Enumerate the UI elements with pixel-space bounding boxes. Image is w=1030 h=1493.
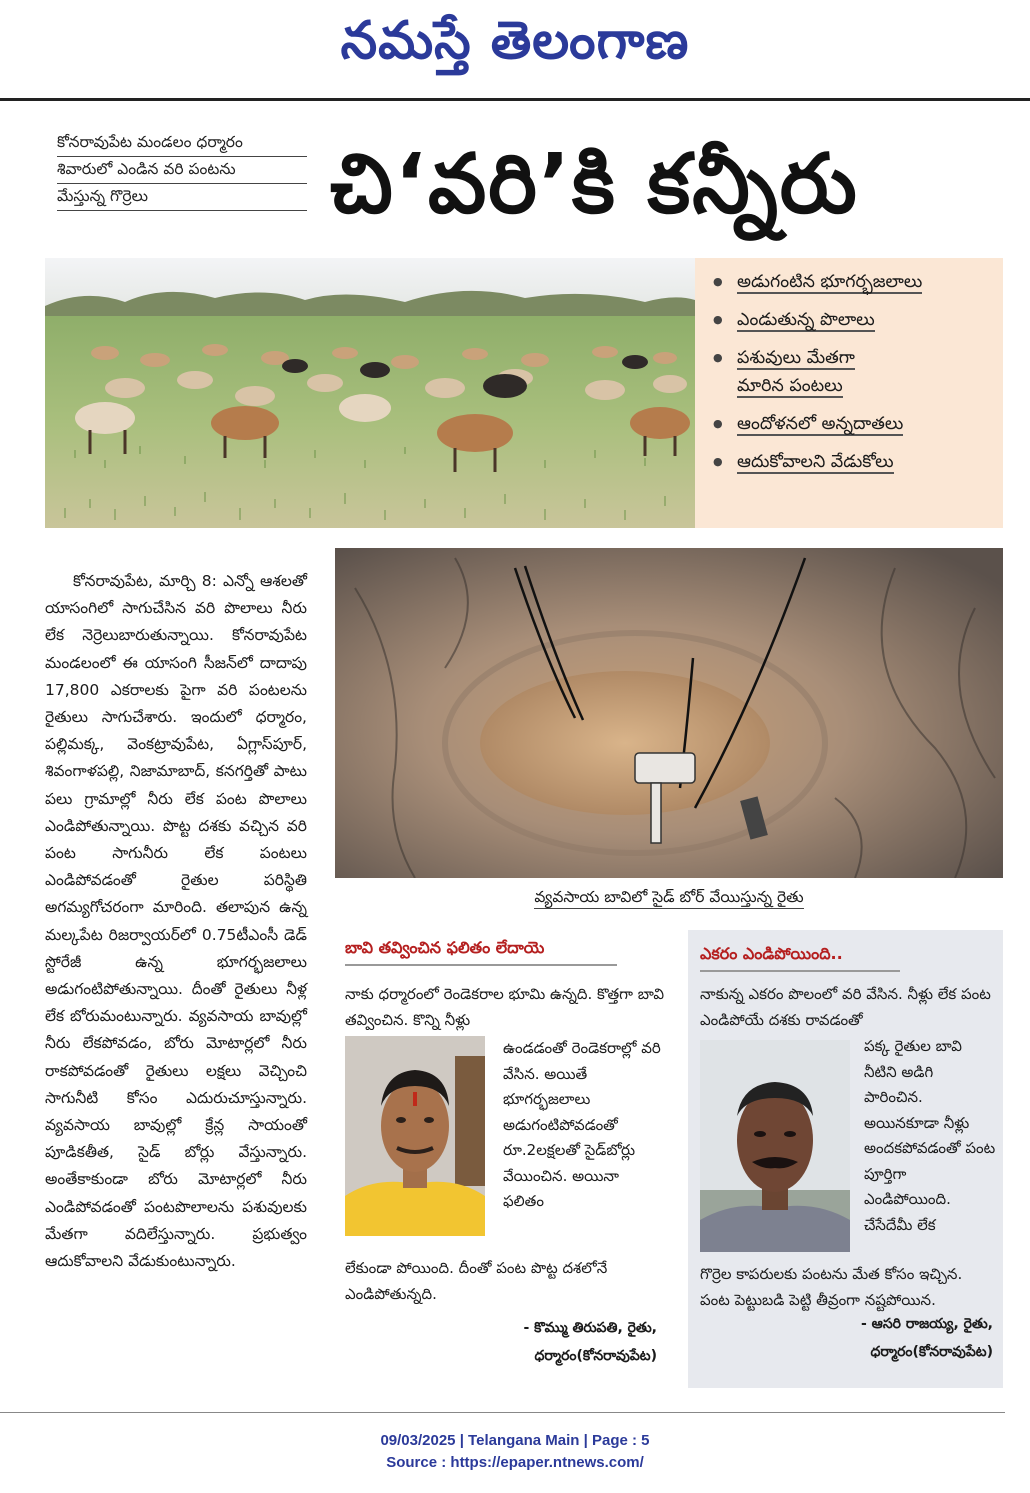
key-point-text: ఆదుకోవాలని వేడుకోలు [737,452,894,472]
well-image [335,548,1003,878]
box2-intro: నాకున్న ఎకరం పొలంలో వరి వేసిన. నీళ్లు లేక పంట ఎండిపోయే దశకు రావడంతో [700,985,991,1029]
footer-date-edition: 09/03/2025 | Telangana Main | Page : 5 [380,1432,650,1449]
key-point-text: అడుగంటిన భూగర్భజలాలు [737,272,923,292]
well-photo [335,548,1003,878]
box2-heading: ఎకరం ఎండిపోయింది.. [700,944,900,972]
footer-rule [0,1412,1005,1413]
page-footer [0,1430,1030,1474]
box1-intro: నాకు ధర్మారంలో రెండెకరాల భూమి ఉన్నది. కొత్తగా బావి తవ్వించిన. కొన్ని నీళ్లు [345,985,665,1029]
box2-attribution-name: - ఆసరి రాజయ్య, రైతు, [860,1316,993,1332]
box1-outro: లేకుండా పోయింది. దీంతో పంట పొట్ట దశలోనే ఎండిపోతున్నది. [345,1259,608,1303]
masthead-title: నమస్తే తెలంగాణ [340,10,690,71]
key-point-item [709,268,993,296]
box1-attribution-name: - కొమ్ము తిరుపతి, రైతు, [523,1320,657,1336]
key-point-text: ఆందోళనలో అన్నదాతలు [737,414,904,434]
photo-caption-line: కోనరావుపేట మండలం ధర్మారం [57,130,307,157]
box2-attribution [700,1310,993,1366]
farmer-2-photo [700,1040,850,1252]
key-points-panel [695,258,1003,528]
headline: చి‘వరి’కి కన్నీరు [330,137,859,232]
footer-source: Source : https://epaper.ntnews.com/ [386,1454,644,1471]
farmer-portrait-2 [700,1040,850,1252]
key-point-item [709,410,993,438]
farmer-portrait-1 [345,1036,485,1236]
box1-attribution-place: ధర్మారం(కోనరావుపేట) [534,1348,657,1364]
box1-side-text: ఉండడంతో రెండెకరాల్లో వరి వేసిన. అయితే భూగర్భజలాలు అడుగంటిపోవడంతో రూ.2లక్షలతో సైడ్‌బోర్లు వేయించిన. అయినా ఫలితం [503,1039,661,1210]
box2-side-text: పక్క రైతుల బావి నీటిని అడిగి పారించిన. అయినకూడా నీళ్లు అందకపోవడంతో పంట పూర్తిగా ఎండిపోయింది. చేసేదేమీ లేక [864,1037,996,1234]
sheep-field-image [45,258,695,528]
key-point-text: ఎండుతున్న పొలాలు [737,310,875,330]
key-point-item [709,448,993,476]
photo-caption-line: మేస్తున్న గొర్రెలు [57,184,307,211]
key-point-item [709,306,993,334]
box1-attribution [345,1314,657,1370]
key-point-text: పశువులు మేతగా మారిన పంటలు [737,348,855,396]
box1-heading: బావి తవ్వించిన ఫలితం లేదాయె [345,938,617,966]
sheep-grazing-photo [45,258,695,528]
masthead-rule [0,98,1030,101]
farmer-1-photo [345,1036,485,1236]
well-caption-text: వ్యవసాయ బావిలో సైడ్ బోర్ వేయిస్తున్న రైతు [534,888,803,909]
box2-outro: గొర్రెల కాపరులకు పంటను మేత కోసం ఇచ్చిన. పంట పెట్టుబడి పెట్టి తీవ్రంగా నష్టపోయిన. [700,1265,963,1309]
article-body: కోనరావుపేట, మార్చి 8: ఎన్నో ఆశలతో యాసంగిలో సాగుచేసిన వరి పొలాలు నీరు లేక నెర్రెలుబారుతున్నాయి. కోనరావుపేట మండలంలో ఈ యాసంగి సీజన్‌లో దాదాపు 17,800 ఎకరాలకు పైగా వరి పంటలను రైతులు సాగుచేశారు. ఇందులో ధర్మారం, పల్లిమక్క, వెంకట్రావుపేట, ఏగ్లాస్‌పూర్, శివంగాళపల్లి, నిజామాబాద్, కనగర్తితో పాటు పలు గ్రామాల్లో నీరు లేక పంట పొలాలు ఎండిపోతున్నాయి. పొట్ట దశకు వచ్చిన వరి పంట సాగునీరు లేక పంటలు ఎండిపోవడంతో రైతుల పరిస్థితి అగమ్యగోచరంగా మారింది. తలాపున ఉన్న మల్కపేట రిజర్వాయర్‌లో 0.75టీఎంసీ డెడ్ స్టోరేజీ ఉన్న భూగర్భజలాలు అడుగంటిపోతున్నాయి. దీంతో రైతులు నీళ్ల లేక బోరుమంటున్నారు. వ్యవసాయ బావుల్లో నీరు లేకపోవడం, బోరు మోటార్లలో నీరు రాకపోవడంతో రైతులు లక్షలు వెచ్చించి సాగునీటి కోసం ఎదురుచూస్తున్నారు. వ్యవసాయ బావుల్లో క్రేన్ల సాయంతో పూడికతీత, సైడ్ బోర్లు వేస్తున్నారు. అంతేకాకుండా బోరు మోటార్లలో నీరు ఎండిపోవడంతో పంటపొలాలను పశువులకు మేతగా వదిలేస్తున్నారు. ప్రభుత్వం ఆదుకోవాలని వేడుకుంటున్నారు. [45,572,307,1271]
photo-caption-line: శివారులో ఎండిన వరి పంటను [57,157,307,184]
photo-caption [57,130,307,211]
well-photo-caption [335,888,1003,910]
key-point-item [709,344,879,400]
masthead [0,0,1030,82]
box2-attribution-place: ధర్మారం(కోనరావుపేట) [870,1344,993,1360]
